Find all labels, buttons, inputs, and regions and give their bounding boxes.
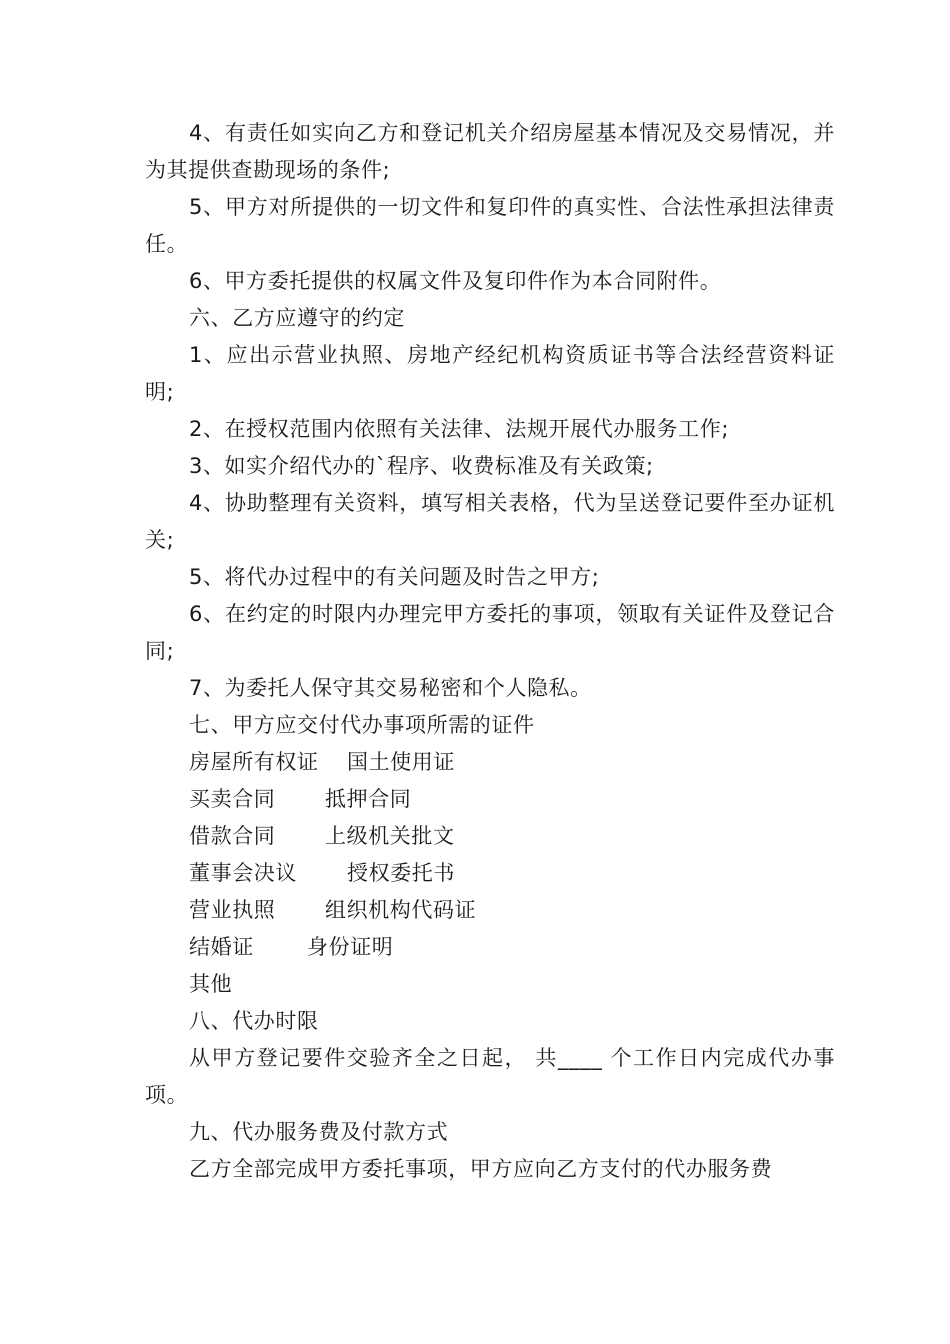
document-item: 买卖合同: [189, 787, 276, 811]
document-item: 抵押合同: [325, 787, 412, 811]
document-body: [145, 115, 835, 1188]
document-row: [145, 744, 835, 781]
paragraph-agent-duty-1: 1、应出示营业执照、房地产经纪机构资质证书等合法经营资料证明;: [145, 343, 835, 404]
document-row: [145, 966, 835, 1003]
section-eight-heading: 八、代办时限: [189, 1009, 319, 1033]
paragraph-agent-duty-2: 2、在授权范围内依照有关法律、法规开展代办服务工作;: [189, 417, 730, 441]
paragraph-seller-duty-5: 5、甲方对所提供的一切文件和复印件的真实性、合法性承担法律责任。: [145, 195, 835, 256]
document-item: 身份证明: [307, 935, 394, 959]
document-row: [145, 855, 835, 892]
section-six-heading: 六、乙方应遵守的约定: [189, 306, 405, 330]
paragraph-seller-duty-6: 6、甲方委托提供的权属文件及复印件作为本合同附件。: [189, 269, 722, 293]
document-item: 结婚证: [189, 935, 254, 959]
document-item: 其他: [189, 972, 233, 996]
document-item: 董事会决议: [189, 861, 297, 885]
document-row: [145, 818, 835, 855]
document-item: 营业执照: [189, 898, 276, 922]
paragraph-agent-duty-4: 4、协助整理有关资料，填写相关表格，代为呈送登记要件至办证机关;: [145, 491, 835, 552]
document-item: 房屋所有权证: [189, 750, 319, 774]
document-item: 授权委托书: [347, 861, 455, 885]
document-item: 借款合同: [189, 824, 276, 848]
document-item: 上级机关批文: [325, 824, 455, 848]
section-nine-heading: 九、代办服务费及付款方式: [189, 1120, 449, 1144]
paragraph-agent-duty-5: 5、将代办过程中的有关问题及时告之甲方;: [189, 565, 600, 589]
document-row: [145, 892, 835, 929]
paragraph-seller-duty-4: 4、有责任如实向乙方和登记机关介绍房屋基本情况及交易情况，并为其提供查勘现场的条件;: [145, 121, 835, 182]
document-item: 组织机构代码证: [325, 898, 477, 922]
document-row: [145, 781, 835, 818]
section-nine-text: 乙方全部完成甲方委托事项，甲方应向乙方支付的代办服务费: [189, 1157, 773, 1181]
paragraph-agent-duty-6: 6、在约定的时限内办理完甲方委托的事项，领取有关证件及登记合同;: [145, 602, 835, 663]
document-item: 国土使用证: [347, 750, 455, 774]
paragraph-agent-duty-3: 3、如实介绍代办的`程序、收费标准及有关政策;: [189, 454, 654, 478]
document-row: [145, 929, 835, 966]
paragraph-agent-duty-7: 7、为委托人保守其交易秘密和个人隐私。: [189, 676, 592, 700]
section-eight-text: 从甲方登记要件交验齐全之日起， 共____ 个工作日内完成代办事项。: [145, 1046, 835, 1107]
section-seven-heading: 七、甲方应交付代办事项所需的证件: [189, 713, 535, 737]
